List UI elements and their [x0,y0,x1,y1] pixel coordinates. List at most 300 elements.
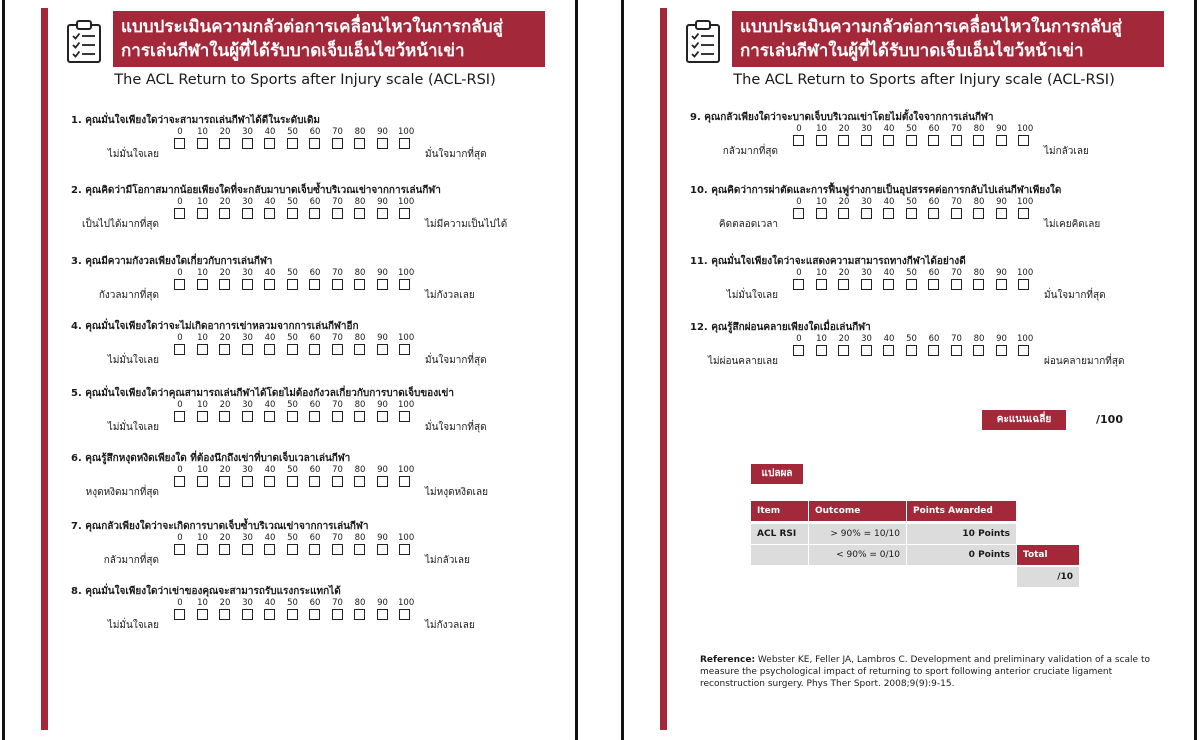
scale-checkbox[interactable] [951,135,962,146]
question-10 [690,183,1170,243]
scale-number: 30 [861,197,872,207]
scale-option [263,597,277,620]
scale-option [196,126,210,149]
scale-number: 20 [838,124,850,134]
scale-number: 0 [177,127,183,137]
scale-option [173,399,187,422]
scale-number: 40 [264,197,276,207]
scale-number: 100 [398,197,415,207]
scale-checkbox[interactable] [861,135,872,146]
scale-option [218,597,232,620]
scale-option [398,267,415,290]
table-header-outcome: Outcome [809,501,906,521]
scale-option [398,332,415,355]
scale-checkbox[interactable] [264,609,275,620]
scale-checkbox[interactable] [838,208,849,219]
table-total-label: Total [1017,545,1079,565]
table-cell-item [751,545,808,565]
scale-number: 10 [197,333,208,343]
scale-option [241,332,255,355]
scale-checkbox[interactable] [219,344,230,355]
scale-checkbox[interactable] [332,544,343,555]
scale-option [353,196,367,219]
scale-option [837,333,851,356]
scale-checkbox[interactable] [354,544,365,555]
scale-number: 80 [354,333,366,343]
scale-checkbox[interactable] [973,135,984,146]
scale-checkbox[interactable] [174,138,185,149]
scale-option [173,196,187,219]
scale-number: 20 [219,598,231,608]
scale-left-label: หงุดหงิดมากที่สุด [85,487,159,498]
question-8 [71,584,551,644]
scale-right-label: ไม่กังวลเลย [425,620,475,631]
scale-option [286,597,300,620]
scale-option [218,532,232,555]
scale-checkbox[interactable] [309,279,320,290]
scale-checkbox[interactable] [377,279,388,290]
scale-option [815,123,829,146]
table-cell-outcome: > 90% = 10/10 [809,524,906,544]
scale-checkbox[interactable] [219,208,230,219]
scale-number: 50 [287,268,298,278]
scale-option [950,267,964,290]
scale-checkbox[interactable] [838,345,849,356]
scale-checkbox[interactable] [174,609,185,620]
scale-option [196,532,210,555]
scale-checkbox[interactable] [377,208,388,219]
scale-left-label: คิดตลอดเวลา [718,219,778,230]
scale-number: 80 [354,465,366,475]
scale-checkbox[interactable] [996,135,1007,146]
scale-checkbox[interactable] [354,208,365,219]
scale-checkbox[interactable] [264,208,275,219]
scale-checkbox[interactable] [242,609,253,620]
scale-number: 40 [264,400,276,410]
scale-checkbox[interactable] [399,411,410,422]
scale-checkbox[interactable] [1018,345,1029,356]
scale-checkbox[interactable] [309,344,320,355]
scale-checkbox[interactable] [377,344,388,355]
table-cell-points: 10 Points [907,524,1016,544]
scale-right-label: ไม่เคยคิดเลย [1044,219,1101,230]
scale-checkbox[interactable] [174,208,185,219]
scale-number: 0 [177,268,183,278]
scale-checkbox[interactable] [309,476,320,487]
scale-checkbox[interactable] [264,279,275,290]
scale-number: 60 [928,124,940,134]
scale-checkbox[interactable] [861,345,872,356]
scale-number: 100 [398,127,415,137]
scale-checkbox[interactable] [174,544,185,555]
scale-option [241,196,255,219]
scale-checkbox[interactable] [377,411,388,422]
scale-checkbox[interactable] [332,411,343,422]
scale-number: 20 [838,268,850,278]
scale-checkbox[interactable] [174,344,185,355]
scale-number: 0 [796,197,802,207]
scale-number: 10 [197,598,208,608]
scale-checkbox[interactable] [287,344,298,355]
scale-option [263,267,277,290]
question-4 [71,319,551,379]
scale-number: 70 [332,333,343,343]
scale-checkbox[interactable] [332,208,343,219]
scale-number: 10 [197,127,208,137]
scale-checkbox[interactable] [928,345,939,356]
average-score-value: /100 [1096,413,1123,426]
scale-number: 0 [177,598,183,608]
scale-option [882,196,896,219]
title-line-2: การเล่นกีฬาในผู้ที่ได้รับบาดเจ็บเอ็นไขว้หน้าเข่า [121,41,465,61]
scale-option [950,123,964,146]
scale-checkbox[interactable] [354,609,365,620]
scale-checkbox[interactable] [399,208,410,219]
scale-option [308,267,322,290]
scale-checkbox[interactable] [287,208,298,219]
scale-checkbox[interactable] [287,138,298,149]
scale-checkbox[interactable] [838,135,849,146]
scale-option [308,126,322,149]
scale-option [972,333,986,356]
scale-number: 50 [906,334,917,344]
scale-checkbox[interactable] [399,138,410,149]
scale-number: 70 [951,334,962,344]
table-header-points: Points Awarded [907,501,1016,521]
scale-checkbox[interactable] [793,135,804,146]
scale-checkbox[interactable] [354,411,365,422]
scale-number: 40 [264,333,276,343]
scale-number: 90 [996,334,1007,344]
scale-option [1017,196,1034,219]
scale-checkbox[interactable] [219,609,230,620]
scale-number: 40 [883,334,895,344]
scale-option [286,196,300,219]
scale-checkbox[interactable] [174,476,185,487]
scale-checkbox[interactable] [973,345,984,356]
scale-option [218,399,232,422]
scale-checkbox[interactable] [1018,135,1029,146]
scale-option [218,126,232,149]
question-1 [71,113,551,173]
scale-checkbox[interactable] [883,279,894,290]
scale-option [196,399,210,422]
scale-checkbox[interactable] [197,138,208,149]
scale-number: 30 [242,268,253,278]
question-3 [71,254,551,314]
scale-checkbox[interactable] [906,345,917,356]
scale-checkbox[interactable] [219,279,230,290]
scale-checkbox[interactable] [399,476,410,487]
scale-checkbox[interactable] [309,138,320,149]
scale-option [331,532,345,555]
scale-number: 80 [354,598,366,608]
scale-number: 90 [377,598,388,608]
scale-checkbox[interactable] [354,344,365,355]
scale-option [792,333,806,356]
scale-option [241,267,255,290]
scale-right-label: มั่นใจมากที่สุด [425,149,487,160]
scale-option [837,123,851,146]
scale-checkbox[interactable] [928,279,939,290]
scale-number: 10 [197,268,208,278]
scale-number: 20 [838,334,850,344]
scale-option [972,196,986,219]
scale-number: 30 [242,400,253,410]
scale-number: 90 [377,268,388,278]
scale-number: 40 [883,124,895,134]
scale-number: 70 [951,197,962,207]
scale-checkbox[interactable] [816,208,827,219]
question-text: 4. คุณมั่นใจเพียงใดว่าจะไม่เกิดอาการเข่าหลวมจากการเล่นกีฬาอีก [71,321,359,332]
scale-checkbox[interactable] [1018,279,1029,290]
scale-number: 10 [816,124,827,134]
scale-number: 30 [242,465,253,475]
scale-number: 60 [309,598,321,608]
scale-checkbox[interactable] [242,138,253,149]
scale-checkbox[interactable] [242,208,253,219]
scale-checkbox[interactable] [197,476,208,487]
scale-option [950,196,964,219]
scale-checkbox[interactable] [906,208,917,219]
scale-checkbox[interactable] [973,208,984,219]
scale-option [218,267,232,290]
question-9 [690,110,1170,170]
scale-option [1017,267,1034,290]
scale-number: 60 [928,268,940,278]
scale-right-label: ไม่กลัวเลย [1044,146,1089,157]
scale-checkbox[interactable] [309,609,320,620]
scale-checkbox[interactable] [928,135,939,146]
scale-checkbox[interactable] [377,609,388,620]
table-cell-points: 0 Points [907,545,1016,565]
reference-text: Webster KE, Feller JA, Lambros C. Development and preliminary validation of a scale to measure the psychological impact of returning to sport following anterior cruciate ligament reconstruction surgery. Phys Ther Sport. 2008;9(9):9-15. [700,655,1150,689]
scale-number: 50 [287,533,298,543]
scale-number: 100 [398,333,415,343]
scale-number: 20 [219,465,231,475]
scale-checkbox[interactable] [332,344,343,355]
question-text: 3. คุณมีความกังวลเพียงใดเกี่ยวกับการเล่นกีฬา [71,256,273,267]
scale-number: 30 [861,334,872,344]
scale-option [353,126,367,149]
question-text: 12. คุณรู้สึกผ่อนคลายเพียงใดเมื่อเล่นกีฬา [690,322,871,333]
scale-checkbox[interactable] [287,476,298,487]
scale-checkbox[interactable] [219,544,230,555]
scale-checkbox[interactable] [309,411,320,422]
scale-option [308,532,322,555]
scale-option [860,333,874,356]
scale-number: 40 [264,598,276,608]
scale-checkbox[interactable] [219,411,230,422]
scale-number: 80 [354,400,366,410]
scale-number: 80 [973,124,985,134]
scale-checkbox[interactable] [197,609,208,620]
scale-checkbox[interactable] [354,279,365,290]
scale-checkbox[interactable] [928,208,939,219]
scale-checkbox[interactable] [883,208,894,219]
scale-checkbox[interactable] [242,476,253,487]
scale-right-label: ไม่หงุดหงิดเลย [425,487,488,498]
scale-checkbox[interactable] [816,135,827,146]
scale-option [241,532,255,555]
scale-checkbox[interactable] [264,544,275,555]
form-title [113,11,545,67]
scale-option [815,333,829,356]
scale-left-label: ไม่มั่นใจเลย [107,355,159,366]
scale-number: 100 [398,400,415,410]
scale-checkbox[interactable] [174,279,185,290]
scale-option [286,267,300,290]
scale-option [331,267,345,290]
question-text: 1. คุณมั่นใจเพียงใดว่าจะสามารถเล่นกีฬาได้ดีในระดับเดิม [71,115,321,126]
scale-checkbox[interactable] [197,544,208,555]
scale-number: 60 [309,268,321,278]
scale-number: 50 [287,333,298,343]
scale-checkbox[interactable] [197,344,208,355]
scale-number: 70 [332,197,343,207]
form-title [732,11,1164,67]
scale-checkbox[interactable] [264,344,275,355]
scale-checkbox[interactable] [264,411,275,422]
table-cell-outcome: < 90% = 0/10 [809,545,906,565]
scale-checkbox[interactable] [399,279,410,290]
scale-option [196,332,210,355]
scale-checkbox[interactable] [906,279,917,290]
scale-checkbox[interactable] [951,279,962,290]
scale-checkbox[interactable] [242,344,253,355]
scale-checkbox[interactable] [242,544,253,555]
scale-option [331,126,345,149]
scale-checkbox[interactable] [377,476,388,487]
scale-checkbox[interactable] [973,279,984,290]
scale-number: 90 [377,400,388,410]
scale-checkbox[interactable] [996,208,1007,219]
scale-number: 50 [287,400,298,410]
scale-number: 70 [332,127,343,137]
scale-number: 100 [1017,334,1034,344]
scale-checkbox[interactable] [906,135,917,146]
scale-checkbox[interactable] [309,544,320,555]
scale-option [263,196,277,219]
scale-number: 100 [1017,268,1034,278]
scale-right-label: ผ่อนคลายมากที่สุด [1044,356,1125,367]
scale-number: 30 [861,268,872,278]
scale-checkbox[interactable] [219,476,230,487]
scale-checkbox[interactable] [816,279,827,290]
scale-checkbox[interactable] [197,279,208,290]
scale-checkbox[interactable] [287,609,298,620]
scale-checkbox[interactable] [197,208,208,219]
scale-checkbox[interactable] [996,279,1007,290]
scale-number: 20 [838,197,850,207]
scale-right-label: ไม่กลัวเลย [425,555,470,566]
question-text: 9. คุณกลัวเพียงใดว่าจะบาดเจ็บบริเวณเข่าโดยไม่ตั้งใจจากการเล่นกีฬา [690,112,994,123]
scale-checkbox[interactable] [264,138,275,149]
scale-option [950,333,964,356]
scale-checkbox[interactable] [1018,208,1029,219]
scale-number: 10 [816,268,827,278]
scale-checkbox[interactable] [951,345,962,356]
scale-checkbox[interactable] [861,279,872,290]
scale-checkbox[interactable] [793,208,804,219]
scale-option [241,126,255,149]
scale-number: 60 [309,127,321,137]
question-text: 2. คุณคิดว่ามีโอกาสมากน้อยเพียงใดที่จะกลับมาบาดเจ็บซ้ำบริเวณเข่าจากการเล่นกีฬา [71,185,441,196]
scale-number: 50 [287,197,298,207]
scale-checkbox[interactable] [399,344,410,355]
scale-checkbox[interactable] [197,411,208,422]
scale-left-label: ไม่ผ่อนคลายเลย [707,356,778,367]
scale-checkbox[interactable] [793,345,804,356]
scale-checkbox[interactable] [242,411,253,422]
scale-option [860,267,874,290]
scale-number: 70 [332,598,343,608]
scale-option [376,196,390,219]
scale-number: 90 [996,197,1007,207]
scale-checkbox[interactable] [264,476,275,487]
scale-number: 90 [996,268,1007,278]
scale-checkbox[interactable] [793,279,804,290]
scale-checkbox[interactable] [354,476,365,487]
scale-number: 50 [287,598,298,608]
scale-checkbox[interactable] [332,476,343,487]
scale-checkbox[interactable] [287,544,298,555]
scale-checkbox[interactable] [883,345,894,356]
scale-checkbox[interactable] [219,138,230,149]
scale-checkbox[interactable] [861,208,872,219]
scale-number: 70 [332,400,343,410]
scale-number: 80 [354,197,366,207]
scale-number: 0 [177,197,183,207]
scale-checkbox[interactable] [332,279,343,290]
scale-option [837,267,851,290]
scale-number: 50 [287,127,298,137]
scale-checkbox[interactable] [174,411,185,422]
scale-checkbox[interactable] [354,138,365,149]
scale-number: 50 [906,124,917,134]
scale-number: 20 [219,268,231,278]
scale-checkbox[interactable] [377,544,388,555]
scale-number: 20 [219,400,231,410]
scale-checkbox[interactable] [996,345,1007,356]
scale-checkbox[interactable] [816,345,827,356]
scale-checkbox[interactable] [399,544,410,555]
scale-checkbox[interactable] [242,279,253,290]
scale-checkbox[interactable] [287,279,298,290]
scale-option [286,332,300,355]
scale-checkbox[interactable] [838,279,849,290]
scale-number: 60 [309,400,321,410]
scale-checkbox[interactable] [332,609,343,620]
reference-label: Reference: [700,655,756,665]
scale-checkbox[interactable] [377,138,388,149]
scale-checkbox[interactable] [309,208,320,219]
scale-number: 60 [309,533,321,543]
scale-option [173,267,187,290]
scale-right-label: มั่นใจมากที่สุด [425,355,487,366]
scale-checkbox[interactable] [287,411,298,422]
scale-number: 70 [332,533,343,543]
scale-number: 0 [796,334,802,344]
scale-number: 50 [287,465,298,475]
scale-option [905,333,919,356]
scale-checkbox[interactable] [883,135,894,146]
scale-number: 50 [906,197,917,207]
scale-option [263,464,277,487]
scale-checkbox[interactable] [399,609,410,620]
scale-checkbox[interactable] [332,138,343,149]
scale-checkbox[interactable] [951,208,962,219]
